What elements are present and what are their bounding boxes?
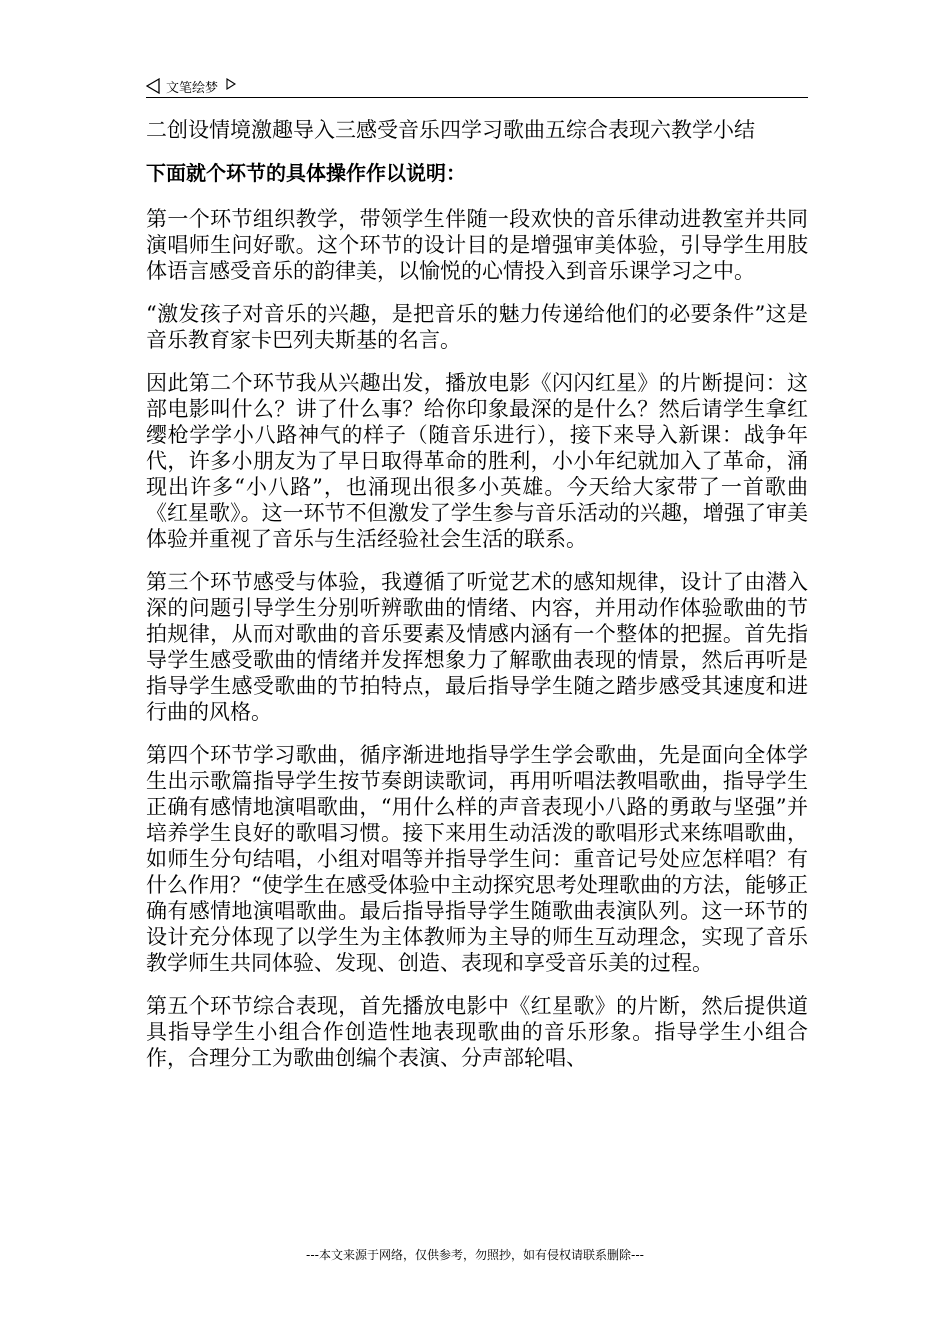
paragraph-step-2: 因此第二个环节我从兴趣出发，播放电影《闪闪红星》的片断提问：这部电影叫什么？讲了什么事？给你印象最深的是什么？然后请学生拿红缨枪学学小八路神气的样子（随音乐进行），接下来导入新课：战争年代，许多小朋友为了早日取得革命的胜利，小小年纪就加入了革命，涌现出许多“小八路”，也涌现出很多小英雄。今天给大家带了一首歌曲《红星歌》。这一环节不但激发了学生参与音乐活动的兴趣，增强了审美体验并重视了音乐与生活经验社会生活的联系。 <box>146 371 808 551</box>
paragraph-step-1: 第一个环节组织教学，带领学生伴随一段欢快的音乐律动进教室并共同演唱师生问好歌。这个环节的设计目的是增强审美体验，引导学生用肢体语言感受音乐的韵律美，以愉悦的心情投入到音乐课学习之中。 <box>146 207 808 283</box>
document-body <box>146 117 808 1088</box>
paragraph-outline: 二创设情境激趣导入三感受音乐四学习歌曲五综合表现六教学小结 <box>146 118 755 142</box>
header-divider <box>146 97 808 98</box>
paragraph-step-3: 第三个环节感受与体验，我遵循了听觉艺术的感知规律，设计了由潜入深的问题引导学生分别听辨歌曲的情绪、内容，并用动作体验歌曲的节拍规律，从而对歌曲的音乐要素及情感内涵有一个整体的把握。首先指导学生感受歌曲的情绪并发挥想象力了解歌曲表现的情景，然后再听是指导学生感受歌曲的节拍特点，最后指导学生随之踏步感受其速度和进行曲的风格。 <box>146 570 808 724</box>
page-header <box>146 74 808 98</box>
paragraph-step-4: 第四个环节学习歌曲，循序渐进地指导学生学会歌曲，先是面向全体学生出示歌篇指导学生按节奏朗读歌词，再用听唱法教唱歌曲，指导学生正确有感情地演唱歌曲，“用什么样的声音表现小八路的勇敢与坚强”并培养学生良好的歌唱习惯。接下来用生动活泼的歌唱形式来练唱歌曲，如师生分句结唱，小组对唱等并指导学生问：重音记号处应怎样唱？有什么作用？“使学生在感受体验中主动探究思考处理歌曲的方法，能够正确有感情地演唱歌曲。最后指导指导学生随歌曲表演队列。这一环节的设计充分体现了以学生为主体教师为主导的师生互动理念，实现了音乐教学师生共同体验、发现、创造、表现和享受音乐美的过程。 <box>146 743 808 975</box>
triangle-right-icon <box>226 78 240 94</box>
footer-disclaimer: ---本文来源于网络，仅供参考，勿照抄，如有侵权请联系删除--- <box>306 1248 644 1262</box>
paragraph-step-5: 第五个环节综合表现，首先播放电影中《红星歌》的片断，然后提供道具指导学生小组合作创造性地表现歌曲的音乐形象。指导学生小组合作，合理分工为歌曲创编个表演、分声部轮唱、 <box>146 994 808 1070</box>
paragraph-quote: “激发孩子对音乐的兴趣，是把音乐的魅力传递给他们的必要条件”这是音乐教育家卡巴列夫斯基的名言。 <box>146 302 808 352</box>
section-heading: 下面就个环节的具体操作作以说明： <box>146 161 466 185</box>
header-brand: 文笔绘梦 <box>166 80 219 96</box>
triangle-left-icon <box>146 78 160 94</box>
